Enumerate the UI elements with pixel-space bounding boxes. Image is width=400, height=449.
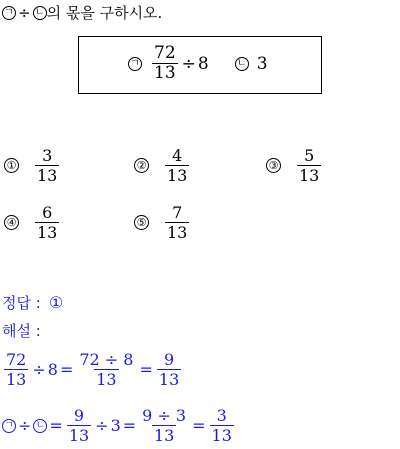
option-fraction: [297, 146, 321, 185]
question-suffix: 의 몫을 구하시오.: [46, 4, 163, 22]
answer-value: ①: [48, 293, 64, 312]
fraction-9div3-13: [140, 406, 188, 445]
fraction-numerator: 72 ÷ 8: [79, 350, 134, 369]
fraction-numerator: 9: [73, 406, 85, 425]
option-2[interactable]: [134, 146, 191, 185]
fraction-denominator: 13: [211, 426, 232, 445]
fraction-denominator: 13: [96, 370, 117, 389]
fraction-9-13: [67, 406, 91, 445]
option-fraction: [35, 203, 59, 242]
fraction-denominator: 13: [68, 426, 90, 445]
option-fraction: [165, 203, 189, 242]
option-4[interactable]: [4, 203, 61, 242]
fraction-72-13: [152, 44, 178, 83]
fraction-72div8-13: [77, 350, 135, 389]
option-marker: ④: [4, 215, 19, 230]
option-marker: ①: [4, 158, 19, 173]
division-sign: ÷: [32, 360, 46, 379]
fraction-denominator: 13: [299, 166, 320, 185]
option-fraction: [35, 146, 59, 185]
equals-sign: =: [192, 416, 206, 435]
fraction-denominator: 13: [167, 223, 188, 242]
fraction-numerator: 3: [42, 146, 53, 165]
equals-sign: =: [122, 416, 137, 435]
fraction-numerator: 4: [172, 146, 183, 165]
answer-line: [2, 292, 63, 313]
fraction-denominator: 13: [158, 370, 180, 389]
circled-symbol-b: ㄴ: [33, 419, 47, 433]
explanation-label: 해설 :: [2, 322, 41, 340]
fraction-denominator: 13: [37, 166, 58, 185]
fraction-9-13: [157, 350, 181, 389]
fraction-denominator: 13: [6, 370, 27, 389]
explanation-line-1: [2, 350, 183, 389]
fraction-denominator: 13: [153, 426, 175, 445]
division-sign: ÷: [18, 416, 32, 435]
fraction-numerator: 72: [6, 350, 27, 369]
option-1[interactable]: [4, 146, 61, 185]
equals-sign: =: [59, 360, 74, 379]
option-marker: ②: [134, 158, 149, 173]
divisor-value: 8: [47, 360, 58, 379]
divisor-value: 3: [110, 416, 121, 435]
fraction-numerator: 9: [163, 350, 175, 369]
option-5[interactable]: [134, 203, 191, 242]
option-marker: ⑤: [134, 215, 149, 230]
fraction-numerator: 9 ÷ 3: [142, 406, 187, 425]
answer-label: 정답 :: [2, 294, 41, 312]
fraction-denominator: 13: [167, 166, 188, 185]
fraction-numerator: 7: [172, 203, 183, 222]
fraction-72-13: [4, 350, 28, 389]
circled-symbol-b: ㄴ: [235, 57, 249, 71]
fraction-numerator: 6: [42, 203, 53, 222]
circled-symbol-a: ㄱ: [2, 6, 16, 20]
fraction-numerator: 72: [154, 43, 176, 63]
fraction-3-13: [210, 406, 234, 445]
fraction-numerator: 5: [304, 146, 315, 165]
given-expression: [128, 44, 268, 83]
division-sign: ÷: [18, 3, 31, 22]
circled-symbol-a: ㄱ: [128, 57, 142, 71]
option-marker: ③: [266, 158, 281, 173]
circled-symbol-a: ㄱ: [2, 419, 16, 433]
question-text: [2, 2, 162, 23]
option-3[interactable]: [266, 146, 323, 185]
option-fraction: [165, 146, 189, 185]
fraction-denominator: 13: [154, 63, 176, 83]
value-b: 3: [256, 53, 268, 74]
equals-sign: =: [139, 360, 153, 379]
fraction-numerator: 3: [216, 406, 227, 425]
explanation-line-2: [2, 406, 236, 445]
fraction-denominator: 13: [37, 223, 58, 242]
circled-symbol-b: ㄴ: [33, 6, 47, 20]
division-sign: ÷: [181, 53, 196, 74]
division-sign: ÷: [95, 416, 109, 435]
equals-sign: =: [49, 416, 63, 435]
divisor-value: 8: [197, 53, 209, 74]
